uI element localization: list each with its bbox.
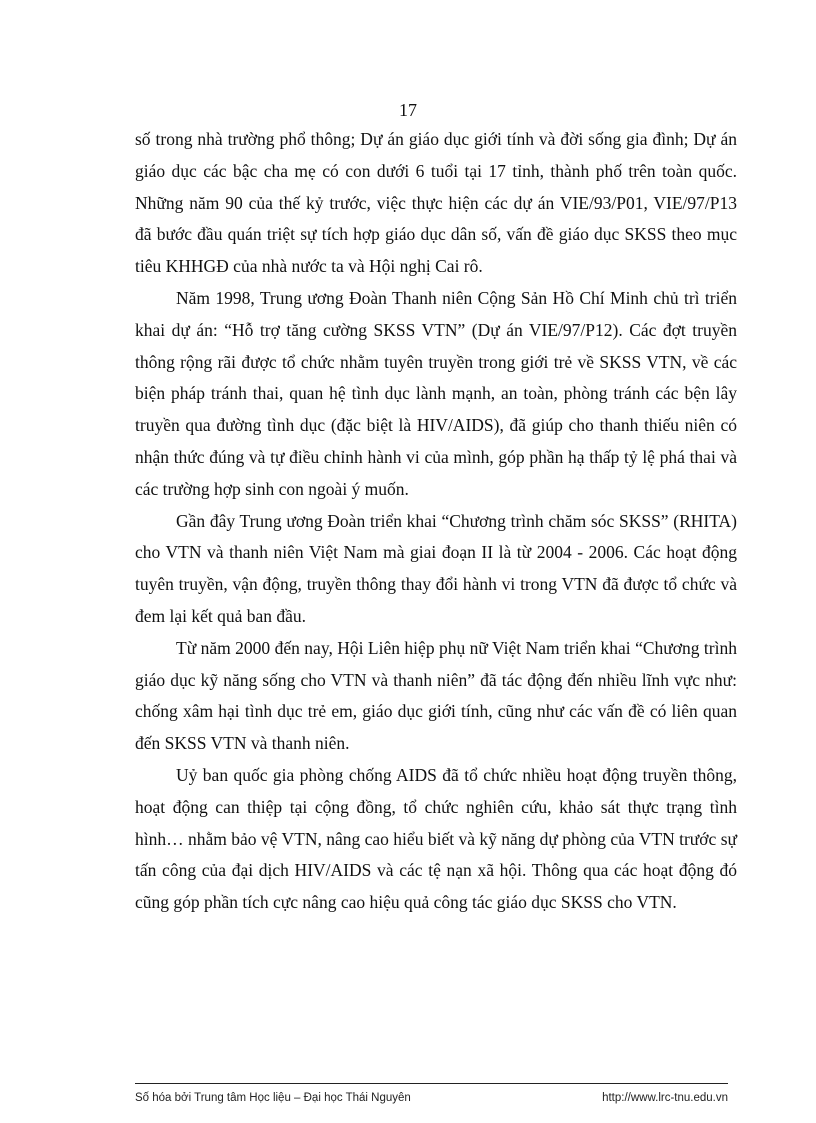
footer-source-text: Số hóa bởi Trung tâm Học liệu – Đại học Thái Nguyên <box>135 1092 411 1104</box>
footer-url-link[interactable]: http://www.lrc-tnu.edu.vn <box>602 1092 728 1104</box>
paragraph-1: số trong nhà trường phổ thông; Dự án giáo dục giới tính và đời sống gia đình; Dự án giáo dục các bậc cha mẹ có con dưới 6 tuổi tại 17 tỉnh, thành phố trên toàn quốc. Những năm 90 của thế kỷ trước, việc thực hiện các dự án VIE/93/P01, VIE/97/P13 đã bước đầu quán triệt sự tích hợp giáo dục dân số, vấn đề giáo dục SKSS theo mục tiêu KHHGĐ của nhà nước ta và Hội nghị Cai rô. <box>135 129 737 277</box>
paragraph-2: Năm 1998, Trung ương Đoàn Thanh niên Cộng Sản Hồ Chí Minh chủ trì triển khai dự án: “Hỗ trợ tăng cường SKSS VTN” (Dự án VIE/97/P12). Các đợt truyền thông rộng rãi được tổ chức nhằm tuyên truyền trong giới trẻ về SKSS VTN, về các biện pháp tránh thai, quan hệ tình dục lành mạnh, an toàn, phòng tránh các bện lây truyền qua đường tình dục (đặc biệt là HIV/AIDS), đã giúp cho thanh thiếu niên có nhận thức đúng và tự điều chỉnh hành vi của mình, góp phần hạ thấp tỷ lệ phá thai và các trường hợp sinh con ngoài ý muốn. <box>135 287 737 499</box>
paragraph-3: Gần đây Trung ương Đoàn triển khai “Chương trình chăm sóc SKSS” (RHITA) cho VTN và thanh niên Việt Nam mà giai đoạn II là từ 2004 - 2006. Các hoạt động tuyên truyền, vận động, truyền thông thay đổi hành vi trong VTN đã được tổ chức và đem lại kết quả ban đầu. <box>135 510 737 626</box>
page-number: 17 <box>399 100 417 120</box>
paragraph-4: Từ năm 2000 đến nay, Hội Liên hiệp phụ nữ Việt Nam triển khai “Chương trình giáo dục kỹ năng sống cho VTN và thanh niên” đã tác động đến nhiều lĩnh vực như: chống xâm hại tình dục trẻ em, giáo dục giới tính, cũng như các vấn đề có liên quan đến SKSS VTN và thanh niên. <box>135 637 737 754</box>
footer-divider <box>135 1083 728 1084</box>
document-body <box>135 124 737 919</box>
paragraph-5: Uỷ ban quốc gia phòng chống AIDS đã tổ chức nhiều hoạt động truyền thông, hoạt động can thiệp tại cộng đồng, tổ chức nghiên cứu, khảo sát thực trạng tình hình… nhằm bảo vệ VTN, nâng cao hiểu biết và kỹ năng dự phòng của VTN trước sự tấn công của đại dịch HIV/AIDS và các tệ nạn xã hội. Thông qua các hoạt động đó cũng góp phần tích cực nâng cao hiệu quả công tác giáo dục SKSS cho VTN. <box>135 764 737 913</box>
